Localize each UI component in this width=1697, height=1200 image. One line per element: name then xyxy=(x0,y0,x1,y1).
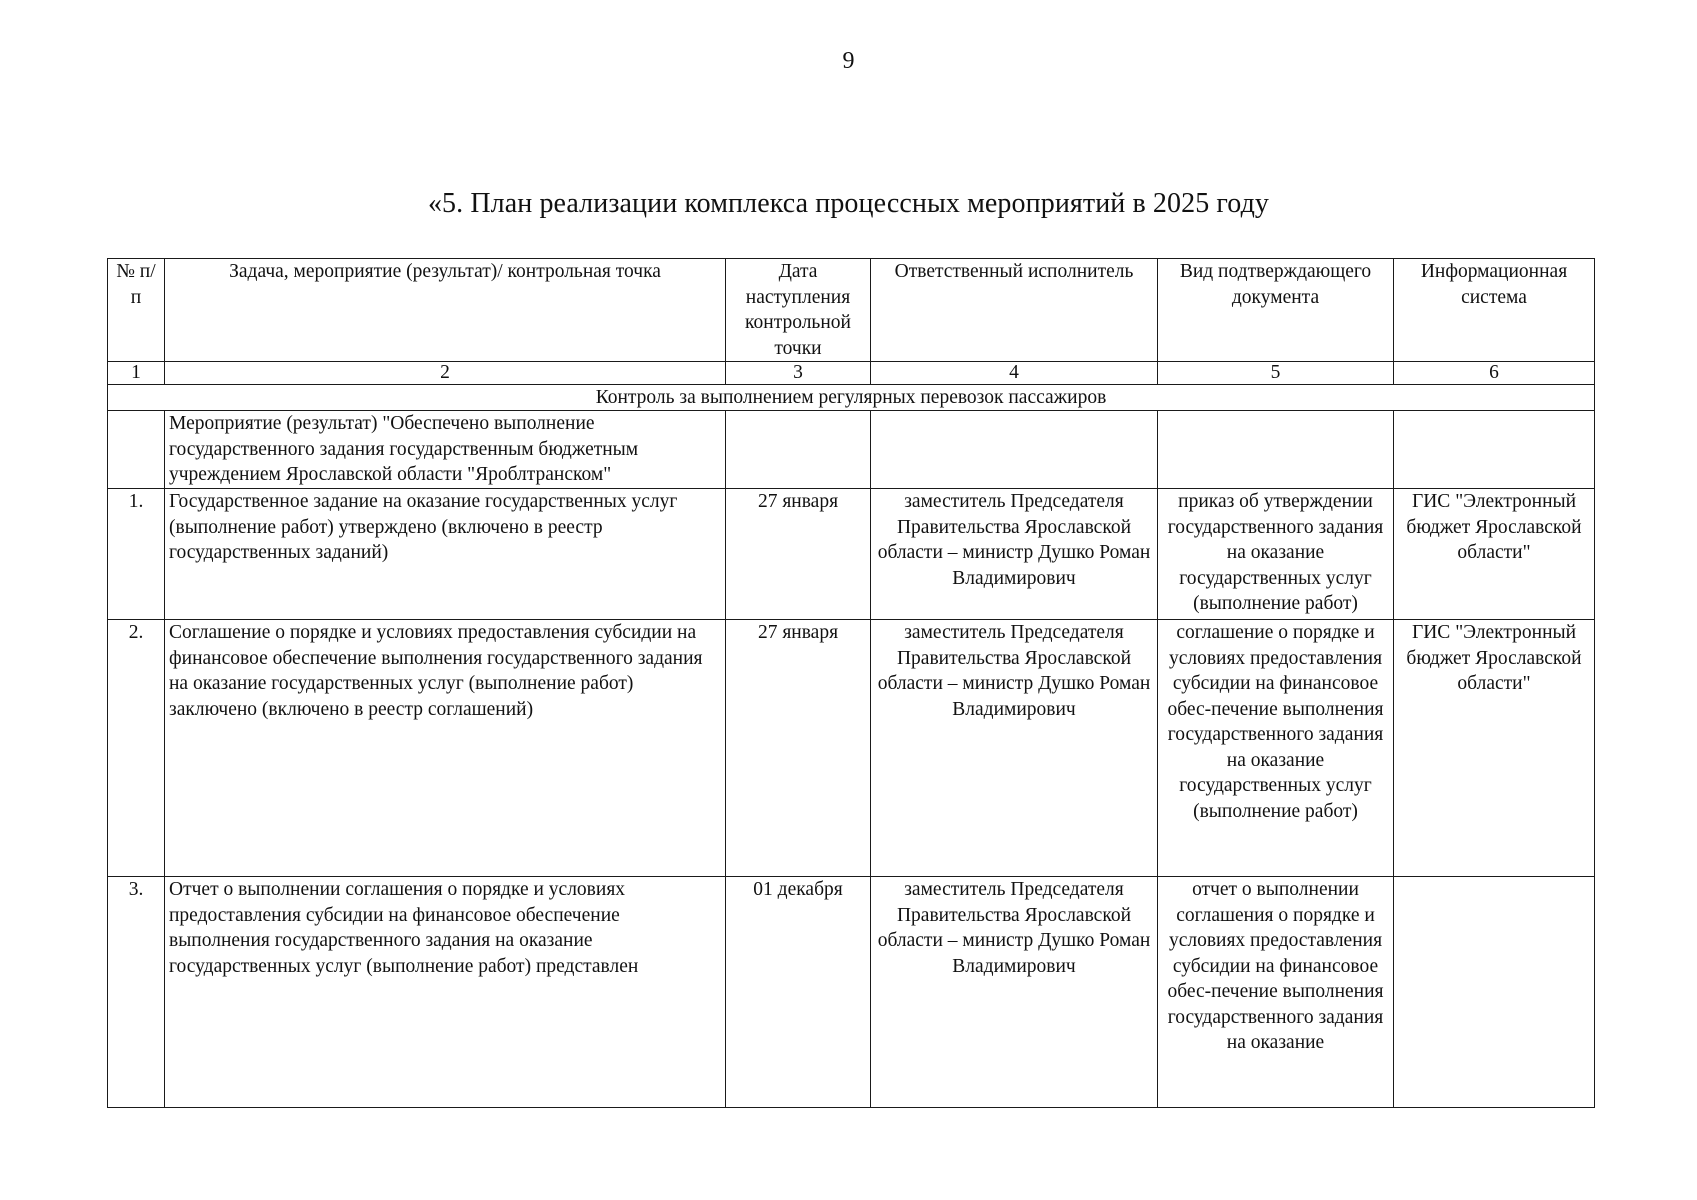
table-row xyxy=(108,489,1595,620)
header-cell-system: Информационная система xyxy=(1394,259,1595,362)
row-date: 01 декабря xyxy=(726,877,871,1108)
plan-table xyxy=(107,258,1595,1108)
header-cell-responsible: Ответственный исполнитель xyxy=(871,259,1158,362)
header-cell-date: Дата наступления контрольной точки xyxy=(726,259,871,362)
row-system: ГИС "Электронный бюджет Ярославской области" xyxy=(1394,620,1595,877)
row-number: 1. xyxy=(108,489,165,620)
row-responsible: заместитель Председателя Правительства Ярославской области – министр Душко Роман Владимирович xyxy=(871,620,1158,877)
activity-row xyxy=(108,411,1595,489)
column-number: 5 xyxy=(1158,362,1394,385)
column-number: 2 xyxy=(165,362,726,385)
row-number: 3. xyxy=(108,877,165,1108)
empty-cell xyxy=(108,411,165,489)
row-task: Соглашение о порядке и условиях предоставления субсидии на финансовое обеспечение выполнения государственного задания на оказание государственных услуг (выполнение работ) заключено (включено в реестр соглашений) xyxy=(165,620,726,877)
column-number-row xyxy=(108,362,1595,385)
table-row xyxy=(108,877,1595,1108)
page-number: 9 xyxy=(842,48,855,74)
row-responsible: заместитель Председателя Правительства Ярославской области – министр Душко Роман Владимирович xyxy=(871,489,1158,620)
row-system: ГИС "Электронный бюджет Ярославской области" xyxy=(1394,489,1595,620)
column-number: 3 xyxy=(726,362,871,385)
row-date: 27 января xyxy=(726,620,871,877)
empty-cell xyxy=(1158,411,1394,489)
header-row xyxy=(108,259,1595,362)
column-number: 1 xyxy=(108,362,165,385)
row-document: отчет о выполнении соглашения о порядке и условиях предоставления субсидии на финансовое обес-печение выполнения государственного задания на оказание xyxy=(1158,877,1394,1108)
table-row xyxy=(108,620,1595,877)
row-number: 2. xyxy=(108,620,165,877)
column-number: 4 xyxy=(871,362,1158,385)
row-document: приказ об утверждении государственного задания на оказание государственных услуг (выполнение работ) xyxy=(1158,489,1394,620)
header-cell-task: Задача, мероприятие (результат)/ контрольная точка xyxy=(165,259,726,362)
empty-cell xyxy=(871,411,1158,489)
row-responsible: заместитель Председателя Правительства Ярославской области – министр Душко Роман Владимирович xyxy=(871,877,1158,1108)
row-task: Государственное задание на оказание государственных услуг (выполнение работ) утверждено (включено в реестр государственных заданий) xyxy=(165,489,726,620)
row-document: соглашение о порядке и условиях предоставления субсидии на финансовое обес-печение выполнения государственного задания на оказание государственных услуг (выполнение работ) xyxy=(1158,620,1394,877)
column-number: 6 xyxy=(1394,362,1595,385)
header-cell-number: № п/п xyxy=(108,259,165,362)
page-title: «5. План реализации комплекса процессных мероприятий в 2025 году xyxy=(427,188,1270,219)
header-cell-document: Вид подтверждающего документа xyxy=(1158,259,1394,362)
row-task: Отчет о выполнении соглашения о порядке и условиях предоставления субсидии на финансовое обеспечение выполнения государственного задания на оказание государственных услуг (выполнение работ) представлен xyxy=(165,877,726,1108)
section-row xyxy=(108,385,1595,411)
empty-cell xyxy=(1394,411,1595,489)
row-system xyxy=(1394,877,1595,1108)
row-date: 27 января xyxy=(726,489,871,620)
activity-text: Мероприятие (результат) "Обеспечено выполнение государственного задания государственным бюджетным учреждением Ярославской области "Яроблтранском" xyxy=(165,411,726,489)
empty-cell xyxy=(726,411,871,489)
section-title: Контроль за выполнением регулярных перевозок пассажиров xyxy=(108,385,1595,411)
